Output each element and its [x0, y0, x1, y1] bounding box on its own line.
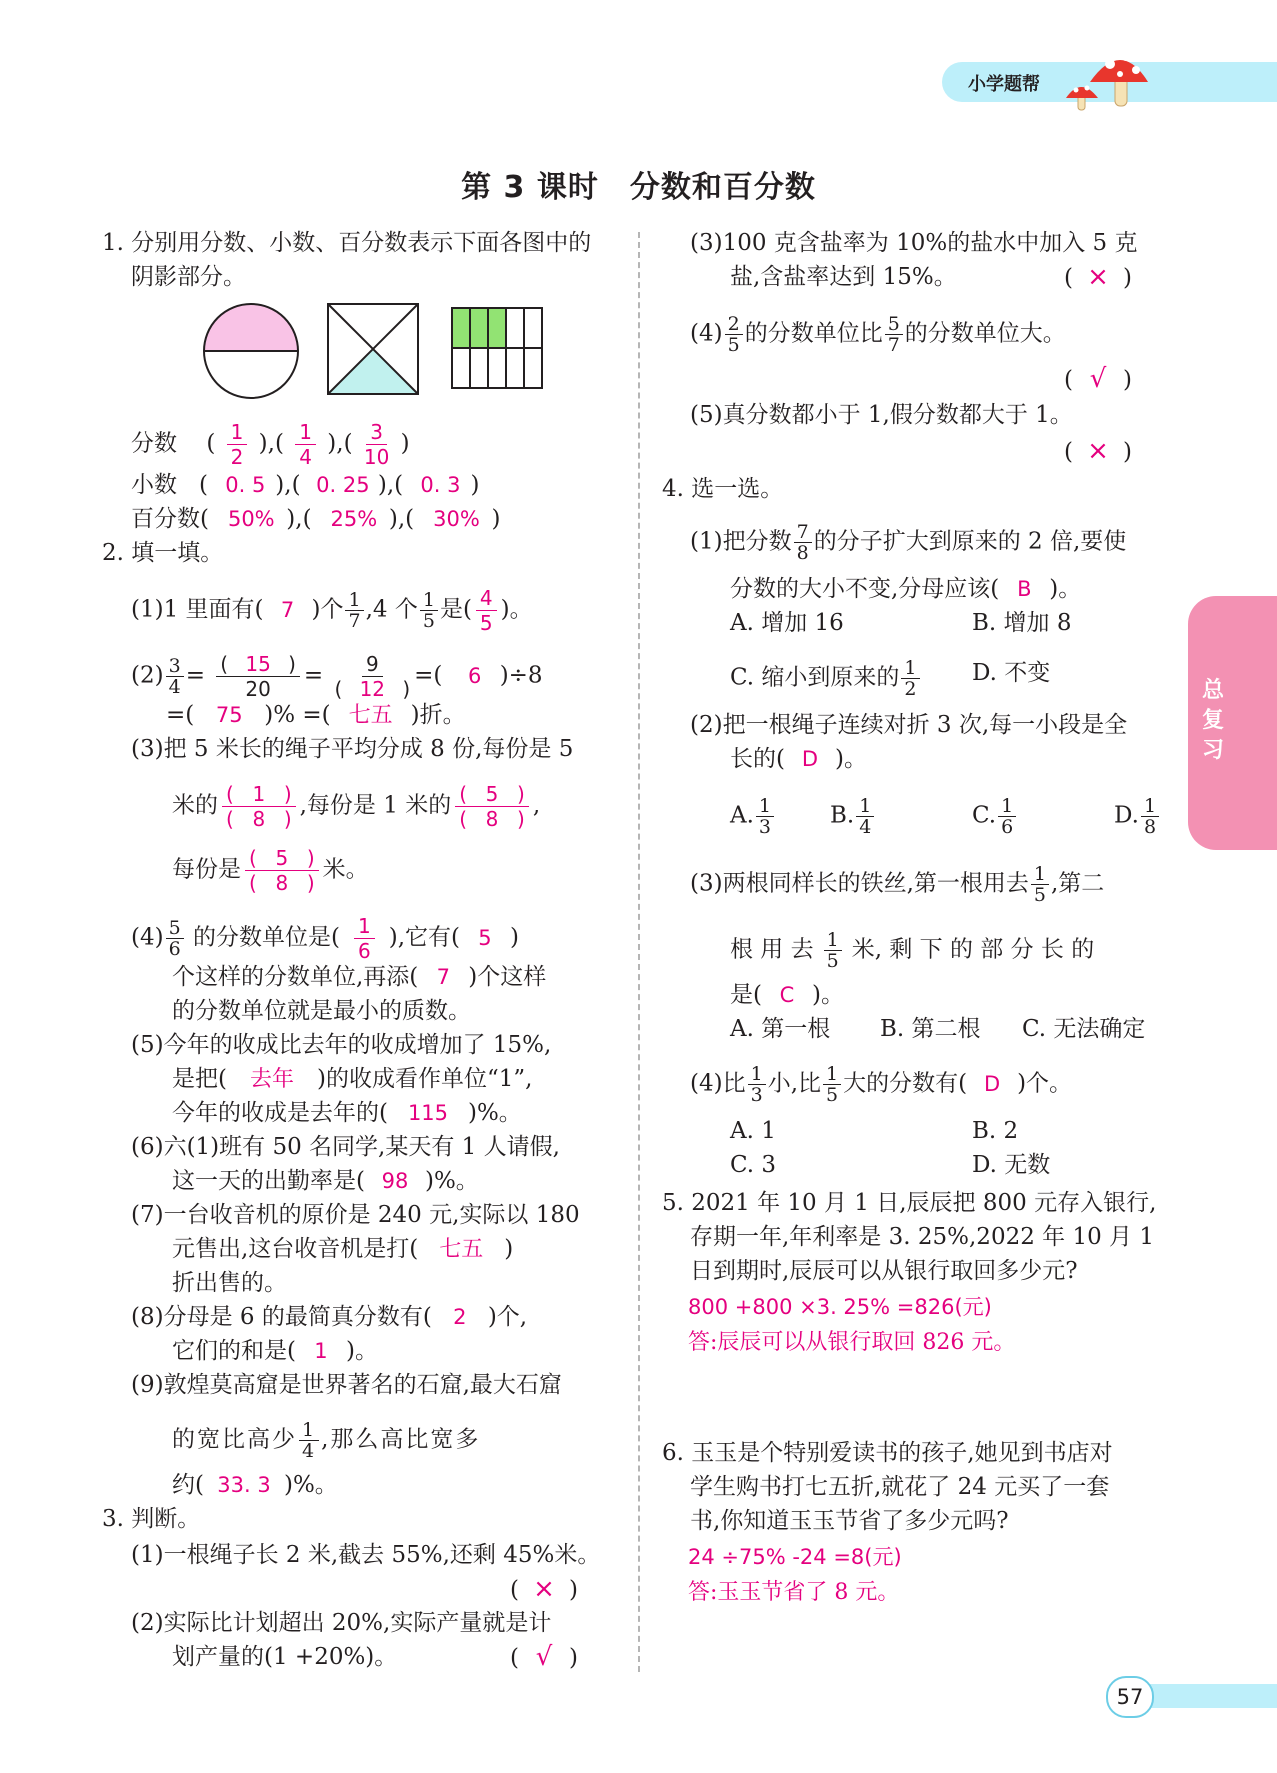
fraction-one-fifth: $\frac{1}{5}$ — [420, 590, 438, 631]
q2-part9-line2: 的宽比高少 $\frac{1}{4}$ ,那么高比宽多 — [172, 1419, 481, 1462]
q4-part3-option-c: C. 无法确定 — [1022, 1016, 1146, 1042]
q4-part4-option-b: B. 2 — [972, 1118, 1019, 1144]
q2-part7-line3: 折出售的。 — [172, 1270, 287, 1296]
q2-part4: (4) $\frac{5}{6}$ 的分数单位是( $\frac{1}{6}$ ),它有( 5 ) — [131, 914, 519, 963]
page-number: 57 — [1106, 1676, 1154, 1718]
fraction-one-seventh: $\frac{1}{7}$ — [345, 590, 363, 631]
answer-q4-4: D — [983, 1071, 1001, 1096]
answer-q4-3: C — [779, 983, 795, 1007]
grid-figure — [450, 306, 544, 390]
answer-q2-4b: 5 — [478, 925, 492, 950]
q3-part5-answer: ( × ) — [1064, 436, 1132, 466]
q2-part3-line2: 米的 $\frac{( 1 )}{( 8 )}$ ,每份是 1 米的 $\frac{( 5 )}{( 8 )}$ , — [172, 782, 541, 831]
fraction-five-sixths: $\frac{5}{6}$ — [166, 918, 184, 959]
answer-q2-3b: $\frac{( 5 )}{( 8 )}$ — [455, 782, 529, 831]
q4-part2: (2)把一根绳子连续对折 3 次,每一小段是全 — [690, 712, 1128, 738]
q4-part3-option-b: B. 第二根 — [880, 1016, 981, 1042]
fraction-one-quarter: $\frac{1}{4}$ — [299, 1420, 319, 1461]
q1-stem-2: 阴影部分。 — [131, 264, 246, 290]
q3-part1-answer: ( × ) — [510, 1574, 578, 1604]
q3-part2-line2: 划产量的(1 +20%)。 — [172, 1644, 398, 1670]
q1-fraction-row: 分数 ( $\frac{1}{2}$ ),( $\frac{1}{4}$ ),( $\frac{3}{10}$ ) — [131, 420, 410, 469]
q4-part1-line2: 分数的大小不变,分母应该( B )。 — [730, 576, 1082, 602]
q6-work: 24 ÷75% -24 =8(元) — [688, 1545, 902, 1569]
answer-q2-2a: $\frac{( 15 )}{20}$ — [216, 652, 300, 701]
answer-q2-8b: 1 — [314, 1339, 328, 1363]
answer-fraction-2: $\frac{1}{4}$ — [295, 420, 316, 469]
answer-q2-2d: 75 — [215, 703, 243, 727]
q4-part1-option-c: C. 缩小到原来的 $\frac{1}{2}$ — [730, 658, 922, 699]
q5-work: 800 +800 ×3. 25% =826(元) — [688, 1295, 992, 1319]
q4-part3-option-a: A. 第一根 — [730, 1016, 831, 1042]
q4-part3-line3: 是( C )。 — [730, 982, 844, 1008]
brand-label: 小学题帮 — [968, 74, 1040, 95]
q1-decimal-row: 小数 ( 0. 5 ),( 0. 25 ),( 0. 3 ) — [131, 472, 480, 498]
answer-fraction-1: $\frac{1}{2}$ — [227, 420, 248, 469]
q3-part1: (1)一根绳子长 2 米,截去 55%,还剩 45%米。 — [131, 1542, 601, 1568]
square-figure — [326, 302, 420, 396]
q6-stem: 6. 玉玉是个特别爱读书的孩子,她见到书店对 — [662, 1440, 1113, 1466]
answer-q2-8a: 2 — [453, 1305, 467, 1329]
q6-answer: 答:玉玉节省了 8 元。 — [688, 1580, 900, 1605]
column-divider — [638, 232, 640, 1672]
mushroom-icon — [1060, 42, 1150, 114]
q4-part4-option-a: A. 1 — [730, 1118, 776, 1144]
answer-q2-1a: 7 — [280, 597, 295, 622]
q2-part3: (3)把 5 米长的绳子平均分成 8 份,每份是 5 — [131, 736, 574, 762]
answer-q2-6: 98 — [381, 1169, 409, 1193]
page-title: 第 3 课时 分数和百分数 — [461, 170, 816, 205]
q3-part5: (5)真分数都小于 1,假分数都大于 1。 — [690, 402, 1073, 428]
q3-stem: 3. 判断。 — [102, 1506, 201, 1532]
q2-part1: (1)1 里面有( 7 )个 $\frac{1}{7}$ ,4 个 $\frac{1}{5}$ 是( $\frac{4}{5}$ )。 — [131, 586, 533, 635]
q4-part2-line2: 长的( D )。 — [730, 746, 867, 772]
q4-part4-option-d: D. 无数 — [972, 1152, 1051, 1178]
fraction-one-fifth: $\frac{1}{5}$ — [1031, 864, 1049, 905]
answer-percent-3: 30% — [433, 507, 480, 531]
fraction-two-fifths: $\frac{2}{5}$ — [725, 314, 743, 355]
answer-q2-1b: $\frac{4}{5}$ — [476, 586, 497, 635]
q2-part9-line3: 约( 33. 3 )%。 — [172, 1472, 338, 1498]
q2-part4-line2: 个这样的分数单位,再添( 7 )个这样 — [172, 964, 547, 990]
answer-q2-5b: 115 — [407, 1101, 449, 1125]
q3-part3: (3)100 克含盐率为 10%的盐水中加入 5 克 — [690, 230, 1138, 256]
circle-figure — [202, 302, 300, 400]
q5-stem-2: 存期一年,年利率是 3. 25%,2022 年 10 月 1 — [690, 1224, 1154, 1250]
q4-part1-option-a: A. 增加 16 — [730, 610, 844, 636]
q2-part4-line3: 的分数单位就是最小的质数。 — [172, 998, 471, 1024]
answer-q2-4a: $\frac{1}{6}$ — [354, 914, 375, 963]
label-fraction: 分数 — [131, 430, 177, 457]
q4-part1-option-d: D. 不变 — [972, 660, 1051, 686]
q4-part3-line2: 根 用 去 $\frac{1}{5}$ 米, 剩 下 的 部 分 长 的 — [730, 929, 1095, 972]
q5-stem: 5. 2021 年 10 月 1 日,辰辰把 800 元存入银行, — [662, 1190, 1157, 1216]
answer-q2-2b: $\frac{9}{( 12 )}$ — [334, 652, 411, 701]
answer-fraction-3: $\frac{3}{10}$ — [363, 420, 390, 469]
q3-part4: (4) $\frac{2}{5}$ 的分数单位比 $\frac{5}{7}$ 的分数单位大。 — [690, 313, 1066, 356]
q4-part2-option-c: C. $\frac{1}{6}$ — [972, 796, 1018, 837]
answer-decimal-3: 0. 3 — [420, 473, 461, 497]
answer-decimal-1: 0. 5 — [225, 473, 266, 497]
q3-part4-answer: ( √ ) — [1064, 364, 1132, 394]
answer-q2-4c: 7 — [436, 965, 450, 989]
q4-part3: (3)两根同样长的铁丝,第一根用去 $\frac{1}{5}$ ,第二 — [690, 863, 1105, 906]
q4-part2-option-d: D. $\frac{1}{8}$ — [1114, 796, 1161, 837]
q3-part3-answer: ( × ) — [1064, 262, 1132, 292]
q2-part2: (2) $\frac{3}{4}$ = $\frac{( 15 )}{20}$ = $\frac{9}{( 12 )}$ =( 6 )÷8 — [131, 652, 543, 701]
q4-part4-option-c: C. 3 — [730, 1152, 777, 1178]
q4-part2-option-a: A. $\frac{1}{3}$ — [730, 796, 776, 837]
q2-part8-line2: 它们的和是( 1 )。 — [172, 1338, 378, 1364]
answer-q2-5a: 去年 — [249, 1067, 294, 1092]
fraction-one-half: $\frac{1}{2}$ — [901, 658, 919, 699]
q4-part1: (1)把分数 $\frac{7}{8}$ 的分子扩大到原来的 2 倍,要使 — [690, 521, 1127, 564]
q2-part2-line2: =( 75 )% =( 七五 )折。 — [166, 700, 466, 731]
q1-percent-row: 百分数( 50% ),( 25% ),( 30% ) — [131, 506, 501, 532]
q4-part1-option-b: B. 增加 8 — [972, 610, 1072, 636]
q4-stem: 4. 选一选。 — [662, 476, 784, 502]
answer-q2-7: 七五 — [439, 1237, 484, 1262]
answer-q2-3c: $\frac{( 5 )}{( 8 )}$ — [245, 846, 319, 895]
q2-part6: (6)六(1)班有 50 名同学,某天有 1 人请假, — [131, 1134, 560, 1160]
q2-part7-line2: 元售出,这台收音机是打( 七五 ) — [172, 1234, 513, 1265]
q2-stem: 2. 填一填。 — [102, 540, 224, 566]
answer-decimal-2: 0. 25 — [316, 473, 370, 497]
answer-q2-2e: 七五 — [348, 703, 393, 728]
fraction-five-sevenths: $\frac{5}{7}$ — [885, 314, 903, 355]
answer-q2-9: 33. 3 — [217, 1473, 271, 1497]
q6-stem-3: 书,你知道玉玉节省了多少元吗? — [690, 1508, 1009, 1534]
q2-part6-line2: 这一天的出勤率是( 98 )%。 — [172, 1168, 479, 1194]
q2-part5-line2: 是把( 去年 )的收成看作单位“1”, — [172, 1064, 532, 1095]
answer-q2-2c: 6 — [468, 663, 482, 688]
answer-q2-3a: $\frac{( 1 )}{( 8 )}$ — [222, 782, 296, 831]
q2-part5: (5)今年的收成比去年的收成增加了 15%, — [131, 1032, 552, 1058]
q5-answer: 答:辰辰可以从银行取回 826 元。 — [688, 1330, 1016, 1355]
side-tab-label: 总复习 — [1201, 678, 1224, 763]
q1-stem: 1. 分别用分数、小数、百分数表示下面各图中的 — [102, 230, 592, 256]
page-bar — [1150, 1684, 1277, 1708]
q3-part2-answer: ( √ ) — [510, 1642, 578, 1672]
answer-q4-2: D — [801, 747, 819, 771]
q6-stem-2: 学生购书打七五折,就花了 24 元买了一套 — [690, 1474, 1110, 1500]
q2-part8: (8)分母是 6 的最简真分数有( 2 )个, — [131, 1304, 528, 1330]
q3-part2: (2)实际比计划超出 20%,实际产量就是计 — [131, 1610, 552, 1636]
fraction-three-quarters: $\frac{3}{4}$ — [166, 656, 184, 697]
q2-part7: (7)一台收音机的原价是 240 元,实际以 180 — [131, 1202, 580, 1228]
answer-percent-2: 25% — [330, 507, 378, 531]
answer-q4-1: B — [1017, 577, 1032, 601]
answer-percent-1: 50% — [227, 507, 275, 531]
q4-part4: (4)比 $\frac{1}{3}$ 小,比 $\frac{1}{5}$ 大的分数有( D )个。 — [690, 1063, 1073, 1106]
q5-stem-3: 日到期时,辰辰可以从银行取回多少元? — [690, 1258, 1078, 1284]
fraction-seven-eighths: $\frac{7}{8}$ — [794, 522, 812, 563]
q4-part2-option-b: B. $\frac{1}{4}$ — [830, 796, 876, 837]
q2-part3-line3: 每份是 $\frac{( 5 )}{( 8 )}$ 米。 — [172, 846, 369, 895]
q2-part5-line3: 今年的收成是去年的( 115 )%。 — [172, 1100, 522, 1126]
q3-part3-line2: 盐,含盐率达到 15%。 — [730, 264, 957, 290]
q2-part9: (9)敦煌莫高窟是世界著名的石窟,最大石窟 — [131, 1372, 562, 1398]
